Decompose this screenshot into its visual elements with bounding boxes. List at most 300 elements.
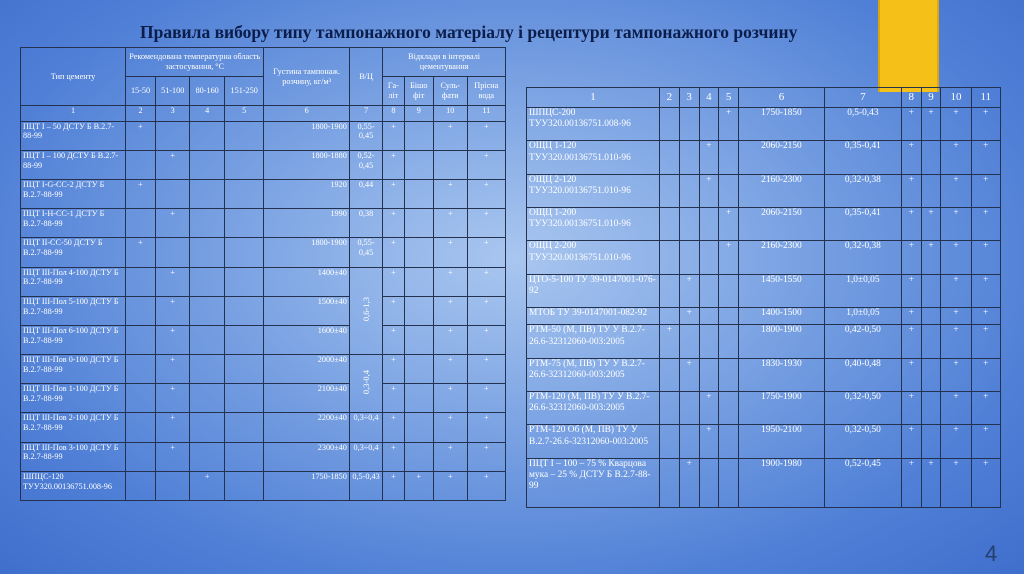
deposit-mark: +	[901, 241, 921, 274]
cement-name: ОЩЦ 2-120 ТУУ320.00136751.010-96	[527, 174, 660, 207]
deposit-mark: +	[941, 425, 971, 458]
temp-mark: +	[679, 458, 699, 507]
deposit-mark	[921, 174, 941, 207]
temp-mark	[719, 425, 739, 458]
deposit-mark: +	[434, 384, 468, 413]
table-row	[527, 392, 1001, 425]
table-row	[527, 308, 1001, 325]
deposit-mark: +	[971, 241, 1000, 274]
temp-mark	[224, 267, 264, 296]
deposit-mark: +	[971, 108, 1000, 141]
temp-mark	[224, 296, 264, 325]
column-number: 3	[679, 88, 699, 108]
temp-mark	[660, 458, 680, 507]
temp-mark	[126, 325, 156, 354]
temp-mark	[699, 358, 719, 391]
column-number: 8	[383, 106, 404, 121]
deposit-mark: +	[921, 108, 941, 141]
column-number: 1	[21, 106, 126, 121]
temp-mark	[190, 267, 224, 296]
deposit-mark: +	[434, 442, 468, 471]
deposit-mark: +	[901, 141, 921, 174]
temp-mark: +	[155, 267, 189, 296]
column-number: 7	[349, 106, 382, 121]
deposit-mark: +	[971, 325, 1000, 358]
deposit-mark: +	[434, 209, 468, 238]
wc-value: 0,32-0,50	[824, 392, 901, 425]
temp-mark: +	[699, 141, 719, 174]
density-value: 2100±40	[264, 384, 349, 413]
deposit-mark: +	[971, 458, 1000, 507]
header-wc: В/Ц	[349, 48, 382, 106]
temp-mark: +	[679, 358, 699, 391]
deposit-mark: +	[383, 238, 404, 267]
column-number: 9	[921, 88, 941, 108]
wc-value: 0,35-0,41	[824, 208, 901, 241]
temp-mark: +	[719, 241, 739, 274]
cement-name: ПЦТ І – 100 – 75 % Кварцова мука – 25 % ДСТУ Б В.2.7-88-99	[527, 458, 660, 507]
deposit-mark: +	[941, 108, 971, 141]
deposit-mark: +	[383, 150, 404, 179]
deposit-mark: +	[921, 241, 941, 274]
density-value: 1400±40	[264, 267, 349, 296]
deposit-mark: +	[467, 355, 505, 384]
temp-mark	[719, 174, 739, 207]
temp-mark: +	[126, 179, 156, 208]
temp-mark	[719, 458, 739, 507]
deposit-mark: +	[921, 458, 941, 507]
deposit-mark: +	[971, 208, 1000, 241]
page-title: Правила вибору типу тампонажного матеріалу і рецептури тампонажного розчину	[140, 22, 798, 42]
density-value: 2060-2150	[739, 141, 825, 174]
temp-mark	[679, 425, 699, 458]
temp-mark	[190, 150, 224, 179]
temp-mark	[224, 179, 264, 208]
column-number: 2	[660, 88, 680, 108]
deposit-mark: +	[971, 425, 1000, 458]
temp-mark	[190, 442, 224, 471]
column-number: 5	[224, 106, 264, 121]
density-value: 2060-2150	[739, 208, 825, 241]
temp-mark	[126, 355, 156, 384]
deposit-mark: +	[434, 325, 468, 354]
temp-mark	[660, 425, 680, 458]
table-row	[21, 179, 506, 208]
table-row	[21, 355, 506, 384]
cement-name: ОЩЦ 1-200 ТУУ320.00136751.010-96	[527, 208, 660, 241]
temp-mark	[660, 108, 680, 141]
wc-value: 0,3÷0,4	[349, 413, 382, 442]
temp-mark	[190, 296, 224, 325]
wc-value: 0,55-0,45	[349, 238, 382, 267]
deposit-mark	[921, 425, 941, 458]
deposit-mark: +	[434, 471, 468, 500]
column-number: 10	[941, 88, 971, 108]
deposit-mark: +	[941, 208, 971, 241]
column-number: 4	[699, 88, 719, 108]
temp-mark	[126, 267, 156, 296]
cement-name: РТМ-75 (М, ПВ) ТУ У В.2.7-26.6-32312060-003:2005	[527, 358, 660, 391]
density-value: 2160-2300	[739, 174, 825, 207]
deposit-mark: +	[467, 267, 505, 296]
density-value: 1450-1550	[739, 274, 825, 307]
table-row	[527, 141, 1001, 174]
temp-mark	[190, 355, 224, 384]
deposit-mark	[921, 308, 941, 325]
cement-table-left	[20, 47, 506, 501]
temp-mark: +	[126, 121, 156, 150]
cement-name: ПЦТ ІІІ-Пол 5-100 ДСТУ Б В.2.7-88-99	[21, 296, 126, 325]
page-number: 4	[985, 541, 998, 566]
temp-mark: +	[155, 296, 189, 325]
cement-name: ПЦТ ІІІ-Пол 6-100 ДСТУ Б В.2.7-88-99	[21, 325, 126, 354]
deposit-mark: +	[467, 325, 505, 354]
wc-value: 0,52-0,45	[824, 458, 901, 507]
cement-name: ПЦТ ІІІ-Пов 3-100 ДСТУ Б В.2.7-88-99	[21, 442, 126, 471]
deposit-mark: +	[383, 442, 404, 471]
table-row	[527, 241, 1001, 274]
temp-mark	[126, 209, 156, 238]
wc-value: 0,52-0,45	[349, 150, 382, 179]
temp-mark: +	[719, 108, 739, 141]
cement-name: ОЩЦ 2-200 ТУУ320.00136751.010-96	[527, 241, 660, 274]
deposit-mark: +	[901, 108, 921, 141]
table-row	[527, 208, 1001, 241]
deposit-mark: +	[434, 179, 468, 208]
cement-name: ШПЦС-120 ТУУ320.00136751.008-96	[21, 471, 126, 500]
deposit-mark: +	[434, 238, 468, 267]
temp-mark: +	[699, 174, 719, 207]
density-value: 1800-1880	[264, 150, 349, 179]
density-value: 1500±40	[264, 296, 349, 325]
header-density: Густина тампонаж. розчину, кг/м³	[264, 48, 349, 106]
temp-mark	[719, 392, 739, 425]
deposit-mark: +	[971, 274, 1000, 307]
temp-mark: +	[679, 274, 699, 307]
temp-mark	[224, 150, 264, 179]
deposit-mark: +	[434, 296, 468, 325]
header-cement-type: Тип цементу	[21, 48, 126, 106]
deposit-mark: +	[467, 209, 505, 238]
column-number: 5	[719, 88, 739, 108]
deposit-mark	[404, 296, 434, 325]
wc-value: 0,55-0,45	[349, 121, 382, 150]
deposit-mark: +	[467, 442, 505, 471]
deposit-mark: +	[941, 458, 971, 507]
density-value: 1950-2100	[739, 425, 825, 458]
temp-mark	[190, 121, 224, 150]
density-value: 2200±40	[264, 413, 349, 442]
column-number-row	[21, 106, 506, 121]
deposit-mark	[404, 355, 434, 384]
deposit-mark: +	[383, 296, 404, 325]
temp-mark	[660, 358, 680, 391]
column-number: 11	[971, 88, 1000, 108]
deposit-mark: +	[434, 355, 468, 384]
temp-mark	[699, 325, 719, 358]
wc-value: 1,0±0,05	[824, 308, 901, 325]
temp-mark	[719, 358, 739, 391]
deposit-mark	[921, 141, 941, 174]
cement-name: МТОБ ТУ 39-0147001-082-92	[527, 308, 660, 325]
deposit-mark: +	[467, 121, 505, 150]
temp-mark	[699, 458, 719, 507]
deposit-mark	[434, 150, 468, 179]
temp-mark	[224, 442, 264, 471]
temp-mark	[126, 413, 156, 442]
deposit-mark: +	[467, 179, 505, 208]
temp-mark	[126, 296, 156, 325]
cement-name: ЦТО-5-100 ТУ 39-0147001-076-92	[527, 274, 660, 307]
column-number: 11	[467, 106, 505, 121]
temp-mark	[660, 392, 680, 425]
density-value: 1750-1900	[739, 392, 825, 425]
table-row	[527, 458, 1001, 507]
deposit-mark: +	[404, 471, 434, 500]
column-number: 6	[739, 88, 825, 108]
deposit-mark: +	[901, 392, 921, 425]
deposit-mark: +	[383, 209, 404, 238]
header-temp-col: 80-160	[190, 77, 224, 106]
temp-mark	[679, 141, 699, 174]
temp-mark	[190, 413, 224, 442]
deposit-mark	[404, 384, 434, 413]
header-deposit-col: Бішо фіт	[404, 77, 434, 106]
temp-mark	[190, 238, 224, 267]
deposit-mark: +	[941, 141, 971, 174]
table-row	[21, 209, 506, 238]
temp-mark	[719, 325, 739, 358]
deposit-mark: +	[434, 267, 468, 296]
deposit-mark: +	[971, 174, 1000, 207]
header-temp-col: 15-50	[126, 77, 156, 106]
deposit-mark: +	[467, 384, 505, 413]
cement-name: РТМ-120 Об (М, ПВ) ТУ У В.2.7-26.6-32312060-003:2005	[527, 425, 660, 458]
temp-mark	[660, 141, 680, 174]
temp-mark	[679, 208, 699, 241]
deposit-mark: +	[941, 358, 971, 391]
density-value: 1800-1900	[739, 325, 825, 358]
deposit-mark: +	[941, 308, 971, 325]
temp-mark	[660, 241, 680, 274]
table-row	[527, 174, 1001, 207]
table-row	[21, 267, 506, 296]
wc-range-text: 0,3-0,4	[360, 370, 371, 395]
temp-mark	[660, 274, 680, 307]
temp-mark	[699, 241, 719, 274]
temp-mark: +	[155, 150, 189, 179]
wc-value: 0,44	[349, 179, 382, 208]
density-value: 1920	[264, 179, 349, 208]
table-row	[21, 384, 506, 413]
temp-mark: +	[699, 392, 719, 425]
deposit-mark	[404, 179, 434, 208]
deposit-mark: +	[467, 471, 505, 500]
header-deposit-col: Суль-фати	[434, 77, 468, 106]
deposit-mark	[404, 413, 434, 442]
deposit-mark: +	[383, 121, 404, 150]
temp-mark	[679, 241, 699, 274]
temp-mark	[190, 325, 224, 354]
temp-mark	[190, 209, 224, 238]
wc-merged-value	[349, 267, 382, 355]
density-value: 1990	[264, 209, 349, 238]
temp-mark	[719, 308, 739, 325]
deposit-mark: +	[383, 267, 404, 296]
deposit-mark	[921, 325, 941, 358]
deposit-mark: +	[901, 458, 921, 507]
wc-value: 0,32-0,50	[824, 425, 901, 458]
table-row	[527, 358, 1001, 391]
deposit-mark: +	[383, 355, 404, 384]
density-value: 1800-1900	[264, 121, 349, 150]
wc-value: 1,0±0,05	[824, 274, 901, 307]
cement-name: РТМ-50 (М, ПВ) ТУ У В.2.7-26.6-32312060-003:2005	[527, 325, 660, 358]
table-row	[21, 413, 506, 442]
table-row	[21, 442, 506, 471]
header-deposit-col: Прісна вода	[467, 77, 505, 106]
cement-name: ПЦТ ІІІ-Пол 4-100 ДСТУ Б В.2.7-88-99	[21, 267, 126, 296]
density-value: 1600±40	[264, 325, 349, 354]
deposit-mark	[921, 392, 941, 425]
deposit-mark: +	[383, 471, 404, 500]
temp-mark	[679, 174, 699, 207]
deposit-mark: +	[383, 384, 404, 413]
deposit-mark: +	[901, 425, 921, 458]
deposit-mark	[404, 238, 434, 267]
wc-value: 0,42-0,50	[824, 325, 901, 358]
density-value: 1800-1900	[264, 238, 349, 267]
temp-mark	[679, 325, 699, 358]
deposit-mark: +	[971, 308, 1000, 325]
deposit-mark: +	[921, 208, 941, 241]
header-deposit-col: Га-літ	[383, 77, 404, 106]
header-temp-col: 51-100	[155, 77, 189, 106]
table-row	[527, 325, 1001, 358]
density-value: 1900-1980	[739, 458, 825, 507]
deposit-mark: +	[434, 413, 468, 442]
temp-mark	[224, 471, 264, 500]
left-table-body	[21, 121, 506, 500]
temp-mark	[155, 121, 189, 150]
column-number: 6	[264, 106, 349, 121]
deposit-mark: +	[383, 413, 404, 442]
temp-mark	[679, 108, 699, 141]
right-table-body	[527, 108, 1001, 508]
temp-mark	[224, 355, 264, 384]
deposit-mark: +	[901, 208, 921, 241]
table-row	[21, 150, 506, 179]
table-row	[527, 425, 1001, 458]
temp-mark	[126, 442, 156, 471]
wc-range-text: 0,6-1,3	[360, 297, 371, 322]
deposit-mark	[404, 267, 434, 296]
temp-mark	[224, 209, 264, 238]
deposit-mark: +	[941, 241, 971, 274]
column-number: 8	[901, 88, 921, 108]
temp-mark	[224, 384, 264, 413]
wc-value: 0,32-0,38	[824, 241, 901, 274]
temp-mark	[224, 238, 264, 267]
cement-name: ПЦТ І – 100 ДСТУ Б В.2.7-88-99	[21, 150, 126, 179]
temp-mark: +	[155, 384, 189, 413]
temp-mark	[719, 274, 739, 307]
table-row	[21, 471, 506, 500]
density-value: 1400-1500	[739, 308, 825, 325]
table-row	[21, 121, 506, 150]
column-number: 4	[190, 106, 224, 121]
temp-mark	[699, 208, 719, 241]
deposit-mark: +	[467, 413, 505, 442]
deposit-mark: +	[971, 392, 1000, 425]
temp-mark	[126, 150, 156, 179]
deposit-mark: +	[901, 274, 921, 307]
deposit-mark: +	[941, 325, 971, 358]
cement-name: ПЦТ І – 50 ДСТУ Б В.2.7-88-99	[21, 121, 126, 150]
temp-mark: +	[155, 209, 189, 238]
deposit-mark: +	[467, 150, 505, 179]
temp-mark	[155, 179, 189, 208]
table-row	[21, 296, 506, 325]
temp-mark	[679, 392, 699, 425]
temp-mark	[126, 384, 156, 413]
cement-name: ПЦТ ІІІ-Пов 0-100 ДСТУ Б В.2.7-88-99	[21, 355, 126, 384]
table-row	[21, 325, 506, 354]
accent-bar	[878, 0, 939, 92]
deposit-mark	[921, 274, 941, 307]
header-deposits: Відклади в інтервалі цементування	[383, 48, 506, 77]
wc-value: 0,40-0,48	[824, 358, 901, 391]
temp-mark	[699, 108, 719, 141]
temp-mark: +	[190, 471, 224, 500]
deposit-mark: +	[941, 274, 971, 307]
deposit-mark: +	[467, 296, 505, 325]
temp-mark	[224, 325, 264, 354]
temp-mark	[224, 413, 264, 442]
deposit-mark	[404, 442, 434, 471]
cement-name: ОЩЦ 1-120 ТУУ320.00136751.010-96	[527, 141, 660, 174]
deposit-mark: +	[941, 174, 971, 207]
column-number: 9	[404, 106, 434, 121]
wc-value: 0,5-0,43	[349, 471, 382, 500]
column-number: 2	[126, 106, 156, 121]
cement-name: ПЦТ ІІІ-Пов 1-100 ДСТУ Б В.2.7-88-99	[21, 384, 126, 413]
column-number: 1	[527, 88, 660, 108]
temp-mark: +	[719, 208, 739, 241]
deposit-mark: +	[971, 141, 1000, 174]
temp-mark: +	[155, 325, 189, 354]
temp-mark	[660, 308, 680, 325]
deposit-mark: +	[941, 392, 971, 425]
wc-value: 0,5-0,43	[824, 108, 901, 141]
column-number: 7	[824, 88, 901, 108]
temp-mark: +	[155, 355, 189, 384]
deposit-mark: +	[971, 358, 1000, 391]
column-number: 10	[434, 106, 468, 121]
density-value: 2160-2300	[739, 241, 825, 274]
deposit-mark: +	[383, 325, 404, 354]
temp-mark	[699, 308, 719, 325]
deposit-mark	[404, 209, 434, 238]
temp-mark	[660, 174, 680, 207]
cement-name: ПЦТ І-Н-СС-1 ДСТУ Б В.2.7-88-99	[21, 209, 126, 238]
temp-mark: +	[679, 308, 699, 325]
deposit-mark: +	[901, 325, 921, 358]
wc-value: 0,38	[349, 209, 382, 238]
cement-name: ПЦТ ІІ-СС-50 ДСТУ Б В.2.7-88-99	[21, 238, 126, 267]
deposit-mark: +	[467, 238, 505, 267]
temp-mark: +	[155, 442, 189, 471]
